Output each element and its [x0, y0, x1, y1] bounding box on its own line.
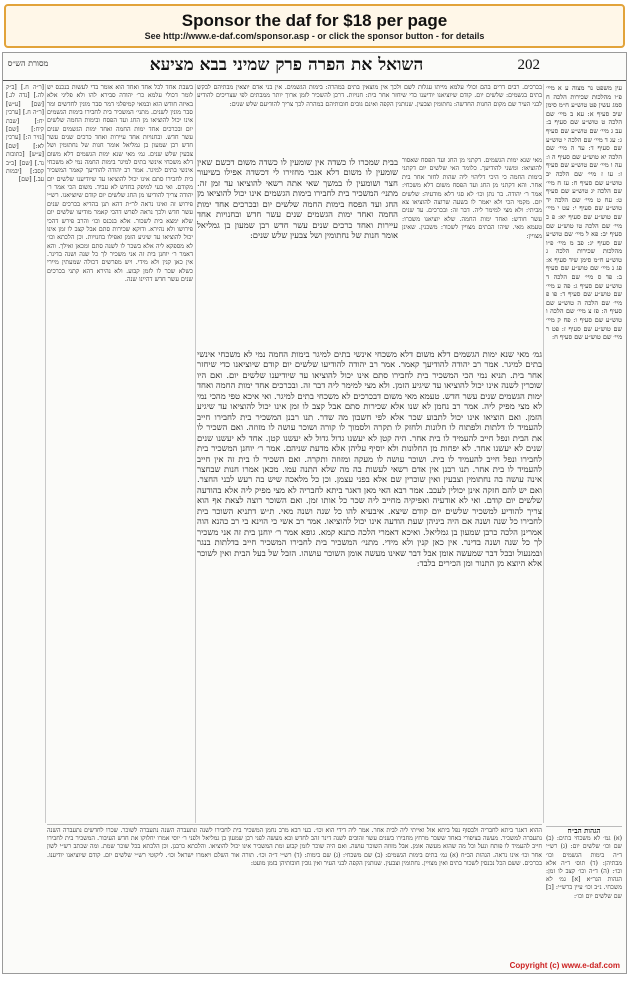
- column-divider: [543, 84, 544, 823]
- left-margin-header: מסורת הש״ס: [7, 59, 49, 68]
- masoret-hashas-column: [ר״ה ח.] [ב״ק לה.] [נדה לג.] [שם] [ע״ש] [ר״ה ח.] [ערכין יח:] [שבת קיח:] [שם] [נזיר ה:] [ערכין לא:] [שם] [ע״ש] [כתובות נד.] [שם] [ב״ב קסב:] [יבמות עב.] [שם]: [6, 84, 44, 184]
- talmud-page: [2, 52, 627, 974]
- sponsor-subtitle: See http://www.e-daf.com/sponsor.asp - or click the sponsor button - for details: [144, 31, 485, 41]
- bottom-commentary: ההוא דאגר ביתא לחבריה ולבסוף נפל ביתא אזל ואייתי ליה לבית אחר. אמר ליה דידי הוא וכו׳. בעי רבא מרב נחמן המשכיר בית לחבירו לשנה ונתעברה השנה נתעברה לשוכר. שכרו לחדשים נתעברה השנה נתעברה למשכיר. מעשה בציפורי באחד ששכר מרחץ מחבירו בשנים עשר זהובים לשנה דינר זהב לחדש ובא מעשה לפני רבן שמעון בן גמליאל ולפני ר׳ יוסי אמרו יחלוקו את חדש העיבור. המשכיר בית לחבירו חייב להעמיד לו פותח ונעל וכל מה שהוא מעשה אומן. אבל מזוזה השוכר עושה. ואם היה שוכר לזמן קבוע ומת המשכיר אינו יכול להוציאו. והלכתא כרבנן. וכן הלכתא בכל שוכר שמת. ומה שכתב רש״י לשון אחר וכו׳ אינו נראה. הגהות הב״ח (א) גמ׳ בתים בימות הגשמים: (ב) שם משכחי: (ג) שם בימות: (ד) רש״י ד״ה וכו׳. תורה אור השלם ויאמרו ישראל וכו׳. ליקוטי רש״י שלשים יום. קודם שיוציאנו יודיענו. בכרכים. ששם הכל נכנסין לשכור בתים ואין מצויין. נחתומין וצבעין. שנותנין הקפה לבני העיר ואין גובין חובותיהן בזמן מועט:: [47, 824, 542, 955]
- rashi-commentary-top: בכרכים. רבים דרים בהם וכולי עלמא מייתו עגלות לשם ולכך אין מוצאין בתים במהרה: בימות הגשמים. אין בני אדם יוצאין מבתיהם לבקש בתים בגשמים: שלשים יום. קודם שיוציאנו יודיענו כדי שיחזר אחר בית: חנויות. דרכן להשכיר לזמן ארוך יותר ממבתים לפי שצריכים להודיע לבני העיר שם מקום החנות החדשה: נחתומין וצבעין. שנותנין הקפה ואינם גובים חובותיהם במהרה לכך צריך להודיעם שלש שנים:: [197, 84, 542, 108]
- column-divider: [45, 84, 46, 823]
- ein-mishpat-column: עין משפט נר מצוה ע א מיי׳ פ״ו מהלכות שכירות הלכה ח סמג עשין פט טוש״ע ח״מ סימן שיב סעיף א: עא ב מיי׳ שם הלכה ט טוש״ע שם סעיף ב: עב ג מיי׳ שם טוש״ע שם סעיף ג: עג ד מיי׳ שם הלכה י טוש״ע שם סעיף ד: עד ה מיי׳ שם הלכה יא טוש״ע שם סעיף ה ו: עה ו מיי׳ שם טוש״ע שם סעיף ז: עו ז מיי׳ שם הלכה יב טוש״ע שם סעיף ח: עז ח מיי׳ שם הלכה יג טוש״ע שם סעיף ט: עח ט מיי׳ שם הלכה יד טוש״ע שם סעיף י: עט י מיי׳ שם טוש״ע שם סעיף יא: פ כ מיי׳ שם הלכה טו טוש״ע שם סעיף יב: פא ל מיי׳ שם טוש״ע שם סעיף יג: פב מ מיי׳ פ״ו מהלכות שכירות הלכה ג טוש״ע ח״מ סימן שיד סעיף א: פג נ מיי׳ שם טוש״ע שם סעיף ב: פד ס מיי׳ שם הלכה ד טוש״ע שם סעיף ג: פה ע מיי׳ שם טוש״ע שם סעיף ד: פו פ מיי׳ שם הלכה ה טוש״ע שם סעיף ה: פז צ מיי׳ שם הלכה ו טוש״ע שם סעיף ו: פח ק מיי׳ שם טוש״ע שם סעיף ז: פט ר מיי׳ שם טוש״ע שם סעיף ח:: [546, 84, 622, 342]
- column-divider: [195, 84, 196, 823]
- sponsor-title: Sponsor the daf for $18 per page: [181, 11, 448, 30]
- rashi-commentary-side: מאי שנא ימות הגשמים. דקתני מן החג ועד הפסח שאסור להוציאו: ומשני להודיעך. כלומר האי שלשים יום דקתני בימות החמה כי היכי דליהוי ליה שהות לחזר אחר בית אחר. והא דקתני מן החג ועד הפסח משום דלא משכחי: אמר ר׳ יהודה. בר נתן וכו׳ לא סגי דלא מודעיה: שלשים יום. מקמי הכי ולא יאמר לו בשעה שרוצה להוציאו צא מביתי: ולא מצי למימר ליה. דבר זה: ובכרכים. עד שנים עשר חודש: ואחד ימות החמה. שלא יוציאנו משכרו: טעמא מאי. שיהו הבתים מצויין לשכור: משכנין. שאינן מצויין:: [402, 157, 542, 240]
- page-header: השואל את הפרה פרק שמיני בבא מציעא: [149, 55, 424, 75]
- tosafot-commentary: בשבת אחד לכל אחד ואחד הוא אומר בדי לעשות בנכנס יש לומר דכולי עלמא כר׳ יהודה סבירא להו ולא פליגי אלא באיזה חודש הוא ובמאי קמיפלגי דמר סבר מונין לחדשים ומר סבר מונין לשנים. מתני׳ המשכיר בית לחבירו בימות הגשמים אינו יכול להוציאו מן החג ועד הפסח ובימות החמה שלשים יום ובכרכים אחד ימות החמה ואחד ימות הגשמים שנים עשר חדש. ובחנויות אחד עיירות ואחד כרכים שנים עשר חדש רבן שמעון בן גמליאל אומר חנות של נחתומין ושל צבעין שלש שנים. גמ׳ מאי שנא ימות הגשמים דלא משום דלא משכחי אינשי בתים למיגר בימות החמה נמי לא משכחי אינשי בתים למיגר. אמר רב יהודה להודיעך קאמר המשכיר בית לחבירו סתם אינו יכול להוציאו עד שיודיענו שלשים יום מקודם. ואי בעי למיפק בחדש לא עביד. משום הכי אמר ר׳ יהודה צריך להודיעו מן החג שלשים יום קודם שיוציאנו. רש״י פירוש זה ואינו נראה לר״ת דהא תנן בהדיא בכרכים שנים עשר חדש ולכך נראה לפרש דהכי קאמר מודיעו שלשים יום שלא ימצא בית לשכור. אלא בנכנס וכו׳ והרב פירש דהכי פירושו ולא נהירא. ודוקא שכירות סתם אבל קצב לו זמן אינו יכול להוציאו עד שיגיע הזמן ואפילו בחנויות. וכן הלכתא וכו׳ לא מספקא ליה אלא בשכר לו לשנה סתם ומכאן ואילך. והא דאמר ר׳ יוחנן בית זה אני משכיר לך כל שנה ושנה בדינר. אין כאן קנין ולא מידי. ויש מפרשים דכולה שמעתין מיירי כשלא שכר לו לזמן קבוע. ולא נהירא דהא קתני בכרכים שנים עשר חדש דהיינו שנה.: [47, 84, 193, 283]
- hagahot-text: (א) גמ׳ לא משכחי בתים: (ב) שם וכו׳ שלשים יום: (ג) רש״י ד״ה בימות הגשמים וכו׳ מבתיהן: (ד) תוס׳ ד״ה אלא וכו׳: (ה) ד״ה וכו׳ קצב לו זמן: הגהות הגר״א [א] גמ׳ לא משכחי. נ״ב וכו׳ עיין ברש״י: [ב] שם שלשים יום וכו׳:: [546, 835, 622, 900]
- header-rule: [3, 80, 626, 81]
- copyright-notice: Copyright (c) www.e-daf.com: [509, 961, 620, 970]
- sponsor-banner[interactable]: [4, 4, 625, 48]
- hagahot-title: הגהות הב״ח: [567, 826, 601, 835]
- page-number: 202: [517, 57, 540, 73]
- gemara-text-main: גמ׳ מאי שנא ימות הגשמים דלא משום דלא משכחי אינשי בתים למיגר בימות החמה נמי לא משכחי אינשי בתים למיגר. אמר רב יהודה להודיעך קאמר. אמר רב יהודה להודיעו שלשים יום קודם שיוציאנו כדי שיחזר אחר בית. תניא נמי הכי המשכיר בית לחבירו סתם אינו יכול להוציאו עד שיודיענו שלשים יום. ואם היו שוכרין לשנה אינו יכול להוציאו עד שיגיע הזמן. ולא מצי למימר ליה דבר זה. ובכרכים אחד ימות החמה ואחד ימות הגשמים שנים עשר חדש. טעמא מאי משום דבכרכים לא משכחי בתים למיגר. ואי איכא טפי מהכי נמי לא מצי מפיק ליה. אמר רב נחמן לא שנו אלא שכירות סתם אבל קצב לו זמן אינו יכול להוציאו עד שיגיע הזמן. ואם הוציאו אינו יכול לתבוע שכר אלא לפי חשבון מה שדר. תנו רבנן המשכיר בית לחבירו חייב להעמיד לו דלתות ולפתוח לו חלונות ולחזק לו תקרה ולסמוך לו קורה ושוכר עושה לו מזוזה. ואם השכיר לו את הבית ונפל חייב להעמיד לו בית אחר. היה קטן לא יעשנו גדול גדול לא יעשנו קטן. אחד לא יעשנו שנים שנים לא יעשנו אחד. לא יפחות מן החלונות ולא יוסיף עליהן אלא מדעת שניהם. אמר ר׳ יוחנן המשכיר בית לחבירו ונפל חייב להעמיד לו בית. ושוכר עושה לו מעקה ומזוזה ותקרה. ואם השכיר לו בית זה אין חייב להעמיד לו בית אחר. תנו רבנן אין אדם רשאי לעשות בה מה שלא התנה עמו. מכאן אמרו חנות שבחצר אינה עושה בה נחתומין וצבעין ואין שוכרין שם אלא בפני עצמן. וכן כל מלאכה שיש בה רעש לבני החצר. ואם יש להם חזקה אינן יכולין לעכב. אמר רבא האי מאן דאגר ביתא לחבריה לא מצי מפיק ליה אלא בהודעה שלשים יום קודם. ואי לא אודעיה ואפיקיה מחייב ליה שכר כל אותו זמן. ואם השוכר רוצה לצאת אף הוא צריך להודיע למשכיר שלשים יום קודם שיצא. איבעיא להו כל שנה ושנה מאי. ת״ש דתניא השוכר בית לחבירו כל שנה ושנה אם היה ביניהן שעת הודעה אינו יכול להוציאו. אמר רב אשי כי הוינא בי רב כהנא הוה אמרינן הלכה כרבן שמעון בן גמליאל. ואיכא דאמרי הלכה כתנא קמא. גופא אמר ר׳ יוחנן בית זה אני משכיר לך כל שנה ושנה בדינר. אין כאן קנין ולא מידי. מתני׳ המשכיר בית לחבירו המשכיר חייב בדלתות בנגר ובמנעול ובכל דבר שמעשה אומן אבל דבר שאינו מעשה אומן השוכר עושהו. הזבל של בעל הבית ואין לשוכר אלא היוצא מן התנור ומן הכירים בלבד:: [197, 349, 542, 569]
- gemara-text-upper: בבית שמכרו לו כשדה אין שומעין לו כשדה משום דכשם שאין שומעין לו משום דלא אנכי מחזירו לי דכשדה אפילו בשיעור חצר ושומעין לו במשך שאי אתה רשאי להוציאו עד זמן זה. מתני׳ המשכיר בית לחבירו בימות הגשמים אינו יכול להוציאו מן החג ועד הפסח בימות החמה שלשים יום ובכרכים אחד ימות החמה ואחד ימות הגשמים שנים עשר חדש ובחנויות אחד עיירות ואחד כרכים שנים עשר חדש רבן שמעון בן גמליאל אומר חנות של נחתומין ושל צבעין שלש שנים:: [197, 157, 398, 241]
- hagahot-box: [546, 826, 622, 955]
